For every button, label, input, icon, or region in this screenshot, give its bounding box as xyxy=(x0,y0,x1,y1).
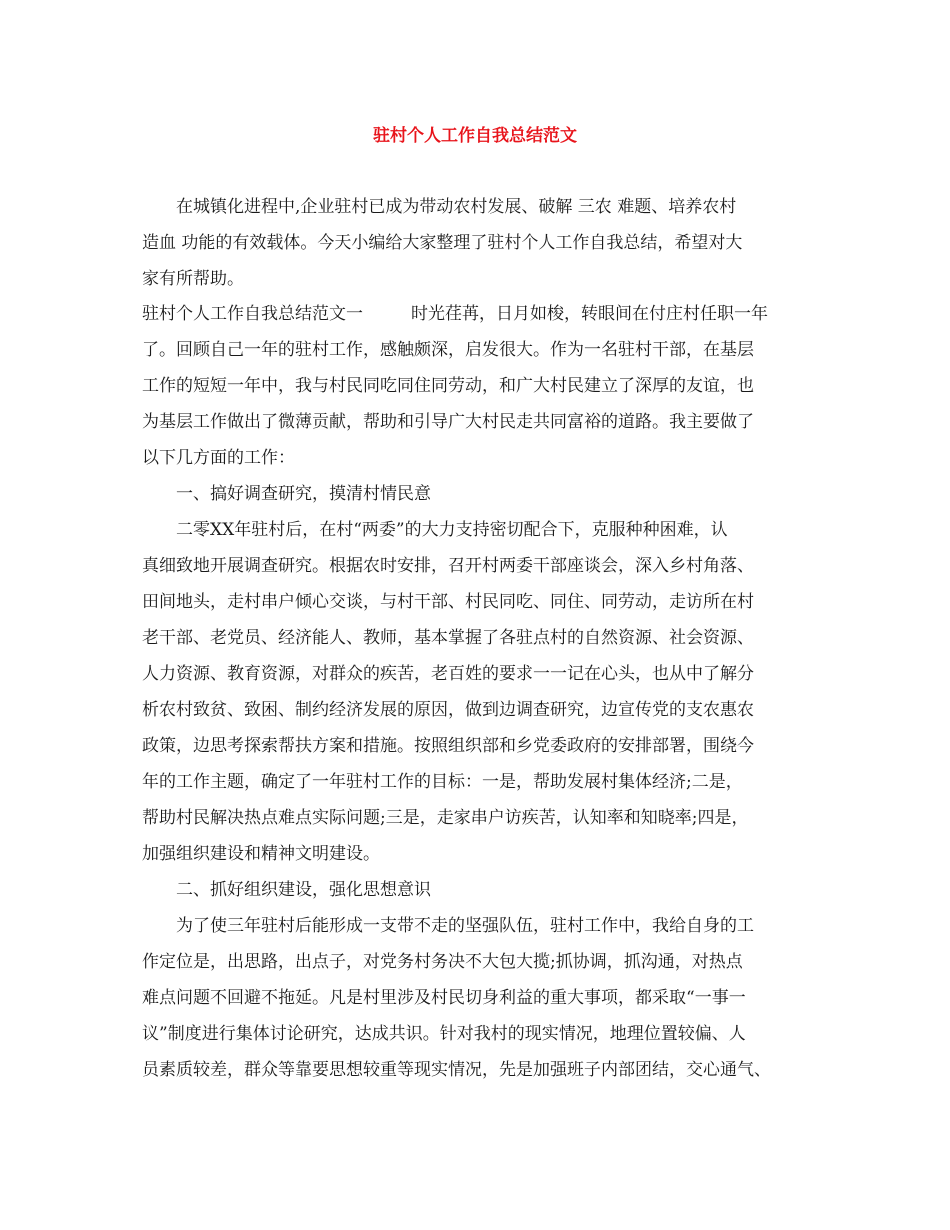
part-two-line-5: 员素质较差，群众等靠要思想较重等现实情况，先是加强班子内部团结，交心通气、 xyxy=(142,1060,771,1080)
part-two-heading: 二、抓好组织建设，强化思想意识 xyxy=(176,880,431,900)
part-two-line-4: 议”制度进行集体讨论研究，达成共识。针对我村的现实情况，地理位置较偏、人 xyxy=(142,1024,746,1044)
section-one-line-5: 以下几方面的工作： xyxy=(142,448,295,468)
section-one-line-2: 了。回顾自己一年的驻村工作，感触颇深，启发很大。作为一名驻村干部，在基层 xyxy=(142,340,754,360)
intro-line-3: 家有所帮助。 xyxy=(142,269,244,289)
document-title: 驻村个人工作自我总结范文 xyxy=(373,126,577,146)
part-one-line-3: 田间地头，走村串户倾心交谈，与村干部、村民同吃、同住、同劳动，走访所在村 xyxy=(142,592,754,612)
part-one-line-6: 析农村致贫、致困、制约经济发展的原因，做到边调查研究，边宣传党的支农惠农 xyxy=(142,700,754,720)
part-one-line-7: 政策，边思考探索帮扶方案和措施。按照组织部和乡党委政府的安排部署，围绕今 xyxy=(142,736,754,756)
part-one-line-5: 人力资源、教育资源，对群众的疾苦，老百姓的要求一一记在心头，也从中了解分 xyxy=(142,664,754,684)
part-two-line-2: 作定位是，出思路，出点子，对党务村务决不大包大揽;抓协调，抓沟通，对热点 xyxy=(142,952,743,972)
section-one-line-4: 为基层工作做出了微薄贡献，帮助和引导广大村民走共同富裕的道路。我主要做了 xyxy=(142,412,754,432)
part-two-line-3: 难点问题不回避不拖延。凡是村里涉及村民切身利益的重大事项，都采取“一事一 xyxy=(142,988,746,1008)
part-one-line-9: 帮助村民解决热点难点实际问题;三是，走家串户访疾苦，认知率和知晓率;四是， xyxy=(142,808,749,828)
part-one-line-10: 加强组织建设和精神文明建设。 xyxy=(142,844,380,864)
part-one-line-2: 真细致地开展调查研究。根据农时安排，召开村两委干部座谈会，深入乡村角落、 xyxy=(142,556,754,576)
part-one-line-8: 年的工作主题，确定了一年驻村工作的目标：一是，帮助发展村集体经济;二是， xyxy=(142,772,743,792)
section-one-heading: 驻村个人工作自我总结范文一 xyxy=(142,304,363,324)
section-one-line-3: 工作的短短一年中，我与村民同吃同住同劳动，和广大村民建立了深厚的友谊，也 xyxy=(142,376,754,396)
section-one-first-line xyxy=(142,302,768,326)
part-one-line-1: 二零XX年驻村后，在村“两委”的大力支持密切配合下，克服种种困难，认 xyxy=(176,520,728,540)
part-two-line-1: 为了使三年驻村后能形成一支带不走的坚强队伍，驻村工作中，我给自身的工 xyxy=(176,916,754,936)
intro-line-1: 在城镇化进程中,企业驻村已成为带动农村发展、破解 三农 难题、培养农村 xyxy=(176,197,737,217)
part-one-heading: 一、搞好调查研究，摸清村情民意 xyxy=(176,484,431,504)
section-one-line-1-tail: 时光荏苒，日月如梭，转眼间在付庄村任职一年 xyxy=(411,304,768,324)
part-one-line-4: 老干部、老党员、经济能人、教师，基本掌握了各驻点村的自然资源、社会资源、 xyxy=(142,628,754,648)
intro-line-2: 造血 功能的有效载体。今天小编给大家整理了驻村个人工作自我总结，希望对大 xyxy=(142,233,743,253)
